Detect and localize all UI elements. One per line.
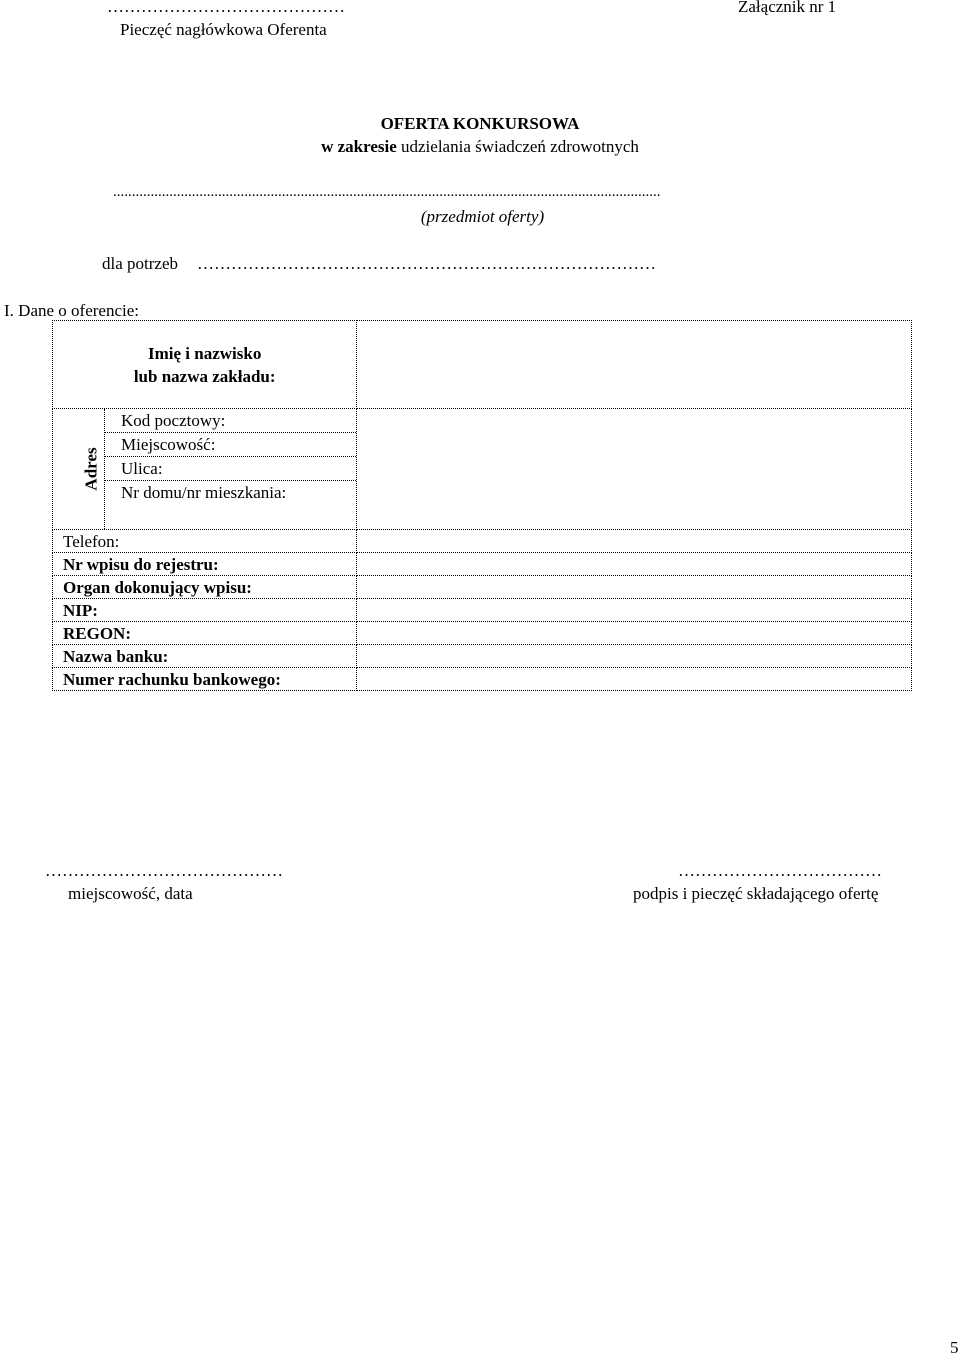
annex-label: Załącznik nr 1 — [738, 0, 837, 16]
offeror-data-table — [52, 320, 912, 691]
subject-caption: (przedmiot oferty) — [420, 207, 545, 226]
address-row-street — [105, 457, 356, 481]
section-heading: I. Dane o oferencie: — [4, 301, 139, 320]
needs-fill-line[interactable]: ……………………………………………………………………… — [197, 254, 656, 273]
subtitle-bold-part: w zakresie — [321, 137, 397, 156]
regon-value-cell[interactable] — [357, 622, 912, 645]
table-row-registry-no — [53, 553, 912, 576]
signature-fill-line[interactable]: ……………………………… — [678, 861, 882, 880]
table-row-registry-org — [53, 576, 912, 599]
table-row-phone — [53, 530, 912, 553]
needs-label: dla potrzeb — [102, 254, 178, 273]
phone-label: Telefon: — [53, 530, 357, 553]
page-number: 5 — [950, 1338, 959, 1357]
subject-fill-line[interactable]: .................................................................................................................................................. — [113, 184, 661, 200]
registry-no-value-cell[interactable] — [357, 553, 912, 576]
address-value-cell[interactable] — [357, 409, 912, 530]
name-value-cell[interactable] — [357, 321, 912, 409]
table-row-address — [53, 409, 912, 530]
place-date-fill-line[interactable]: …………………………………… — [45, 861, 283, 880]
street-label: Ulica: — [121, 459, 163, 478]
house-number-label: Nr domu/nr mieszkania: — [121, 483, 287, 502]
bank-name-value-cell[interactable] — [357, 645, 912, 668]
stamp-placeholder-dots: …………………………………… — [107, 0, 345, 16]
account-no-label: Numer rachunku bankowego: — [53, 668, 357, 691]
nip-value-cell[interactable] — [357, 599, 912, 622]
document-subtitle — [0, 138, 960, 155]
address-row-postal — [105, 409, 356, 433]
address-label: Adres — [81, 447, 101, 491]
regon-label: REGON: — [53, 622, 357, 645]
name-label-line2: lub nazwa zakładu: — [133, 366, 276, 386]
registry-org-label: Organ dokonujący wpisu: — [53, 576, 357, 599]
address-vertical-label — [53, 409, 105, 529]
registry-org-value-cell[interactable] — [357, 576, 912, 599]
account-no-value-cell[interactable] — [357, 668, 912, 691]
place-date-caption: miejscowość, data — [68, 884, 193, 903]
address-row-house — [105, 481, 356, 529]
phone-value-cell[interactable] — [357, 530, 912, 553]
table-row-account-no — [53, 668, 912, 691]
name-label-line1: Imię i nazwisko — [148, 343, 262, 363]
signature-caption: podpis i pieczęć składającego ofertę — [633, 884, 879, 903]
postal-code-label: Kod pocztowy: — [121, 411, 226, 430]
address-label-cell — [53, 409, 357, 530]
table-row-regon — [53, 622, 912, 645]
table-row-bank-name — [53, 645, 912, 668]
table-row-nip — [53, 599, 912, 622]
city-label: Miejscowość: — [121, 435, 216, 454]
table-row-name — [53, 321, 912, 409]
stamp-label: Pieczęć nagłówkowa Oferenta — [120, 20, 327, 39]
address-row-city — [105, 433, 356, 457]
registry-no-label: Nr wpisu do rejestru: — [53, 553, 357, 576]
subtitle-rest: udzielania świadczeń zdrowotnych — [396, 137, 639, 156]
name-label-cell — [53, 321, 357, 409]
bank-name-label: Nazwa banku: — [53, 645, 357, 668]
nip-label: NIP: — [53, 599, 357, 622]
document-title: OFERTA KONKURSOWA — [380, 114, 580, 133]
